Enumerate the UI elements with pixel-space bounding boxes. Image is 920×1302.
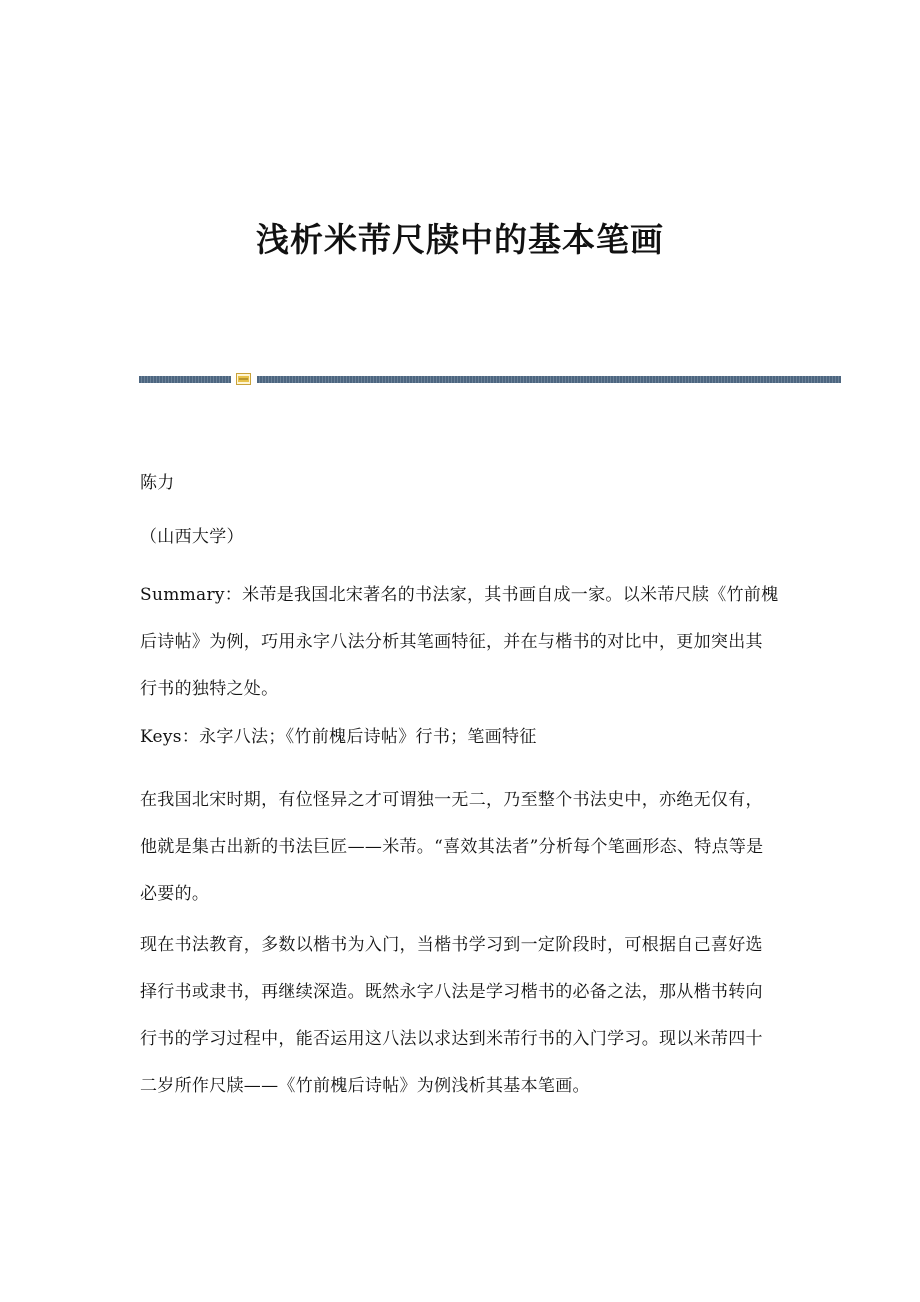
divider-bar-right — [257, 376, 841, 383]
document-title: 浅析米芾尺牍中的基本笔画 — [256, 220, 664, 259]
summary-paragraph: Summary：米芾是我国北宋著名的书法家，其书画自成一家。以米芾尺牍《竹前槐后诗帖》为例，巧用永字八法分析其笔画特征，并在与楷书的对比中，更加突出其行书的独特之处。 — [140, 585, 779, 699]
divider-bar-left — [139, 376, 231, 383]
author-name: 陈力 — [140, 473, 175, 493]
title-divider — [139, 372, 841, 386]
author-affiliation: （山西大学） — [140, 527, 244, 547]
keywords-line: Keys：永字八法；《竹前槐后诗帖》行书；笔画特征 — [140, 727, 537, 747]
ornament-icon — [236, 373, 251, 385]
body-paragraph: 在我国北宋时期，有位怪异之才可谓独一无二，乃至整个书法史中，亦绝无仅有，他就是集古出新的书法巨匠——米芾。“喜效其法者”分析每个笔画形态、特点等是必要的。 — [140, 790, 764, 904]
body-paragraph: 现在书法教育，多数以楷书为入门，当楷书学习到一定阶段时，可根据自己喜好选择行书或隶书，再继续深造。既然永字八法是学习楷书的必备之法，那从楷书转向行书的学习过程中，能否运用这八法以求达到米芾行书的入门学习。现以米芾四十二岁所作尺牍——《竹前槐后诗帖》为例浅析其基本笔画。 — [140, 935, 763, 1096]
